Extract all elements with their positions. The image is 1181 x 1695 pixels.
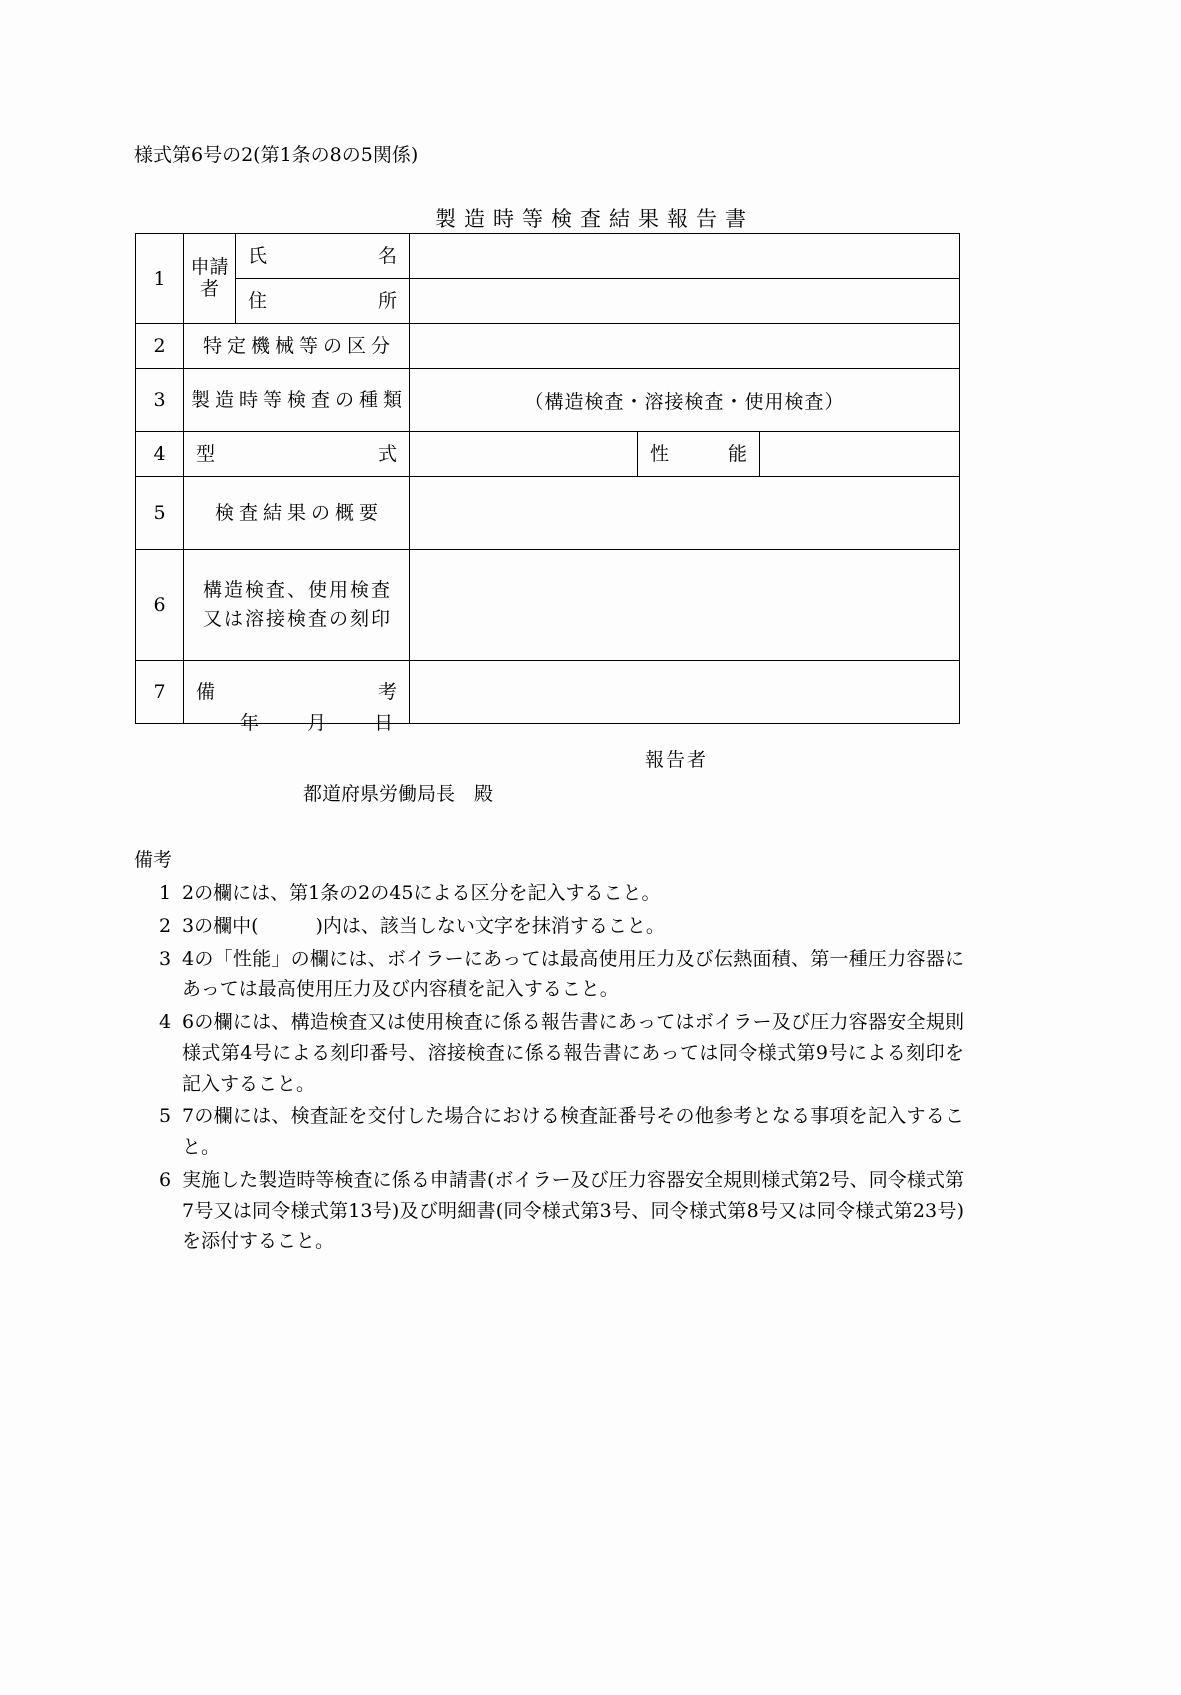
- stamp-value-cell[interactable]: [410, 550, 960, 661]
- address-label-cell: [236, 279, 410, 324]
- note-number: 4: [158, 1011, 172, 1034]
- inspection-type-options: （構造検査・溶接検査・使用検査）: [524, 390, 845, 413]
- row-number-7: 7: [136, 661, 184, 724]
- inspection-type-label-cell: [184, 369, 410, 432]
- address-label: 住所: [248, 289, 397, 312]
- model-label-cell: [184, 432, 410, 477]
- note-item: [134, 878, 964, 909]
- model-label: 型式: [196, 442, 397, 465]
- note-number: 5: [158, 1105, 172, 1128]
- name-label: 氏名: [248, 244, 397, 267]
- note-item: [134, 911, 964, 942]
- date-line[interactable]: [240, 708, 393, 735]
- note-text: 6の欄には、構造検査又は使用検査に係る報告書にあってはボイラー及び圧力容器安全規則様式第4号による刻印番号、溶接検査に係る報告書にあっては同令様式第9号による刻印を記入すること。: [182, 1011, 964, 1095]
- note-text: 7の欄には、検査証を交付した場合における検査証番号その他参考となる事項を記入すること。: [182, 1105, 964, 1159]
- performance-value-cell[interactable]: [759, 432, 959, 477]
- result-summary-value-cell[interactable]: [410, 477, 960, 550]
- note-text: 2の欄には、第1条の2の45による区分を記入すること。: [182, 882, 661, 904]
- inspection-type-label: 製造時等検査の種類: [190, 388, 407, 411]
- table-row-stamp: [136, 550, 960, 661]
- result-summary-label-cell: [184, 477, 410, 550]
- table-row-inspection-type: [136, 369, 960, 432]
- table-row-machine-category: [136, 324, 960, 369]
- note-number: 2: [158, 914, 172, 937]
- notes-title: 備考: [134, 849, 173, 871]
- note-item: [134, 1165, 964, 1257]
- result-summary-label: 検査結果の概要: [214, 501, 383, 524]
- performance-label: 性能: [649, 442, 747, 465]
- address-value-cell[interactable]: [410, 279, 960, 324]
- remarks-label: 備考: [196, 680, 397, 703]
- note-item: [134, 1101, 964, 1163]
- row-number-5: 5: [136, 477, 184, 550]
- name-value-cell[interactable]: [410, 234, 960, 279]
- date-month-label: 月: [307, 712, 327, 734]
- model-value-cell[interactable]: [410, 432, 638, 477]
- performance-label-cell: [637, 432, 759, 477]
- name-label-cell: [236, 234, 410, 279]
- form-number: 様式第6号の2(第1条の8の5関係): [134, 144, 419, 166]
- inspection-report-table: [135, 233, 960, 724]
- note-number: 1: [158, 882, 172, 904]
- table-row-applicant-address: [136, 279, 960, 324]
- note-number: 6: [158, 1168, 172, 1191]
- date-year-label: 年: [240, 712, 260, 734]
- machine-category-value-cell[interactable]: [410, 324, 960, 369]
- note-text: 実施した製造時等検査に係る申請書(ボイラー及び圧力容器安全規則様式第2号、同令様式第7号又は同令様式第13号)及び明細書(同令様式第3号、同令様式第8号又は同令様式第23号)を添付すること。: [182, 1168, 964, 1253]
- note-item: [134, 1007, 964, 1099]
- row-number-3: 3: [136, 369, 184, 432]
- row-number-1: 1: [136, 234, 184, 324]
- note-number: 3: [158, 947, 172, 970]
- table-row-model-performance: [136, 432, 960, 477]
- reporter-label: 報告者: [645, 749, 709, 771]
- row-number-2: 2: [136, 324, 184, 369]
- note-text: 4の「性能」の欄には、ボイラーにあっては最高使用圧力及び伝熱面積、第一種圧力容器にあっては最高使用圧力及び内容積を記入すること。: [182, 947, 964, 1001]
- stamp-label-line1: 構造検査、使用検査: [202, 579, 392, 602]
- machine-category-label-cell: [184, 324, 410, 369]
- addressee-line: 都道府県労働局長 殿: [303, 783, 494, 805]
- applicant-label-cell: [184, 234, 236, 324]
- applicant-label: 申請者: [190, 256, 229, 300]
- machine-category-label: 特定機械等の区分: [202, 334, 395, 357]
- stamp-label-cell: [184, 550, 410, 661]
- table-row-applicant-name: [136, 234, 960, 279]
- remarks-value-cell[interactable]: [410, 661, 960, 724]
- document-title: 製造時等検査結果報告書: [435, 207, 754, 231]
- date-day-label: 日: [374, 712, 394, 734]
- row-number-6: 6: [136, 550, 184, 661]
- stamp-label-line2: 又は溶接検査の刻印: [202, 608, 392, 630]
- table-row-result-summary: [136, 477, 960, 550]
- row-number-4: 4: [136, 432, 184, 477]
- note-item: [134, 944, 964, 1006]
- note-text: 3の欄中( )内は、該当しない文字を抹消すること。: [182, 914, 665, 937]
- notes-section: [134, 845, 964, 1259]
- inspection-type-value-cell[interactable]: [410, 369, 960, 432]
